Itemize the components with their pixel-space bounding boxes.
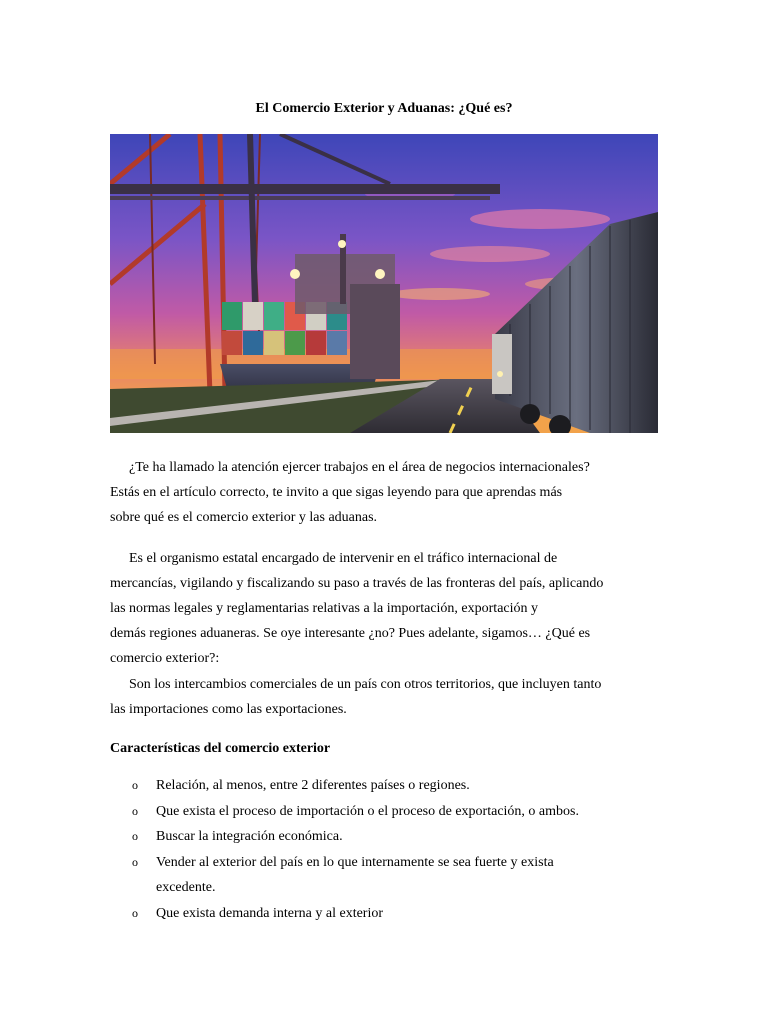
list-item-text: Que exista el proceso de importación o el proceso de exportación, o ambos. bbox=[156, 803, 579, 819]
list-item-text: Relación, al menos, entre 2 diferentes países o regiones. bbox=[156, 778, 470, 793]
characteristics-list bbox=[110, 773, 670, 926]
list-item bbox=[110, 773, 670, 799]
list-item-text: Buscar la integración económica. bbox=[156, 829, 343, 844]
list-item bbox=[110, 901, 670, 927]
paragraph-line: Son los intercambios comerciales de un país con otros territorios, que incluyen tanto bbox=[129, 677, 602, 692]
paragraph-line: Estás en el artículo correcto, te invito a que sigas leyendo para que aprendas más bbox=[110, 485, 563, 500]
paragraph-line: Es el organismo estatal encargado de intervenir en el tráfico internacional de bbox=[129, 551, 558, 566]
bullet-marker: o bbox=[132, 829, 138, 843]
bullet-marker: o bbox=[132, 905, 138, 920]
paragraph-line: demás regiones aduaneras. Se oye interesante ¿no? Pues adelante, sigamos… ¿Qué es bbox=[110, 626, 591, 641]
paragraph-line: ¿Te ha llamado la atención ejercer trabajos en el área de negocios internacionales? bbox=[129, 460, 590, 475]
paragraph-line: las importaciones como las exportaciones. bbox=[110, 702, 347, 717]
list-item-text: excedente. bbox=[156, 880, 216, 895]
list-item-text: Que exista demanda interna y al exterior bbox=[156, 905, 384, 921]
paragraph-intro bbox=[110, 455, 670, 530]
document-title: El Comercio Exterior y Aduanas: ¿Qué es? bbox=[255, 101, 513, 116]
list-item bbox=[110, 799, 670, 825]
list-item-text: Vender al exterior del país en lo que internamente se sea fuerte y exista bbox=[156, 854, 554, 870]
section-heading: Características del comercio exterior bbox=[110, 741, 331, 756]
list-item bbox=[110, 824, 670, 850]
paragraph-line: las normas legales y reglamentarias relativas a la importación, exportación y bbox=[110, 601, 539, 616]
bullet-marker: o bbox=[132, 778, 138, 792]
bullet-marker: o bbox=[132, 803, 138, 818]
port-logistics-photo bbox=[110, 134, 658, 433]
paragraph-line: comercio exterior?: bbox=[110, 651, 220, 666]
list-item bbox=[110, 850, 670, 901]
paragraph-line: mercancías, vigilando y fiscalizando su paso a través de las fronteras del país, aplicando bbox=[110, 576, 604, 591]
bullet-marker: o bbox=[132, 854, 138, 869]
paragraph-line: sobre qué es el comercio exterior y las aduanas. bbox=[110, 510, 378, 525]
paragraph-definition bbox=[110, 546, 670, 671]
paragraph-trade bbox=[110, 672, 670, 722]
